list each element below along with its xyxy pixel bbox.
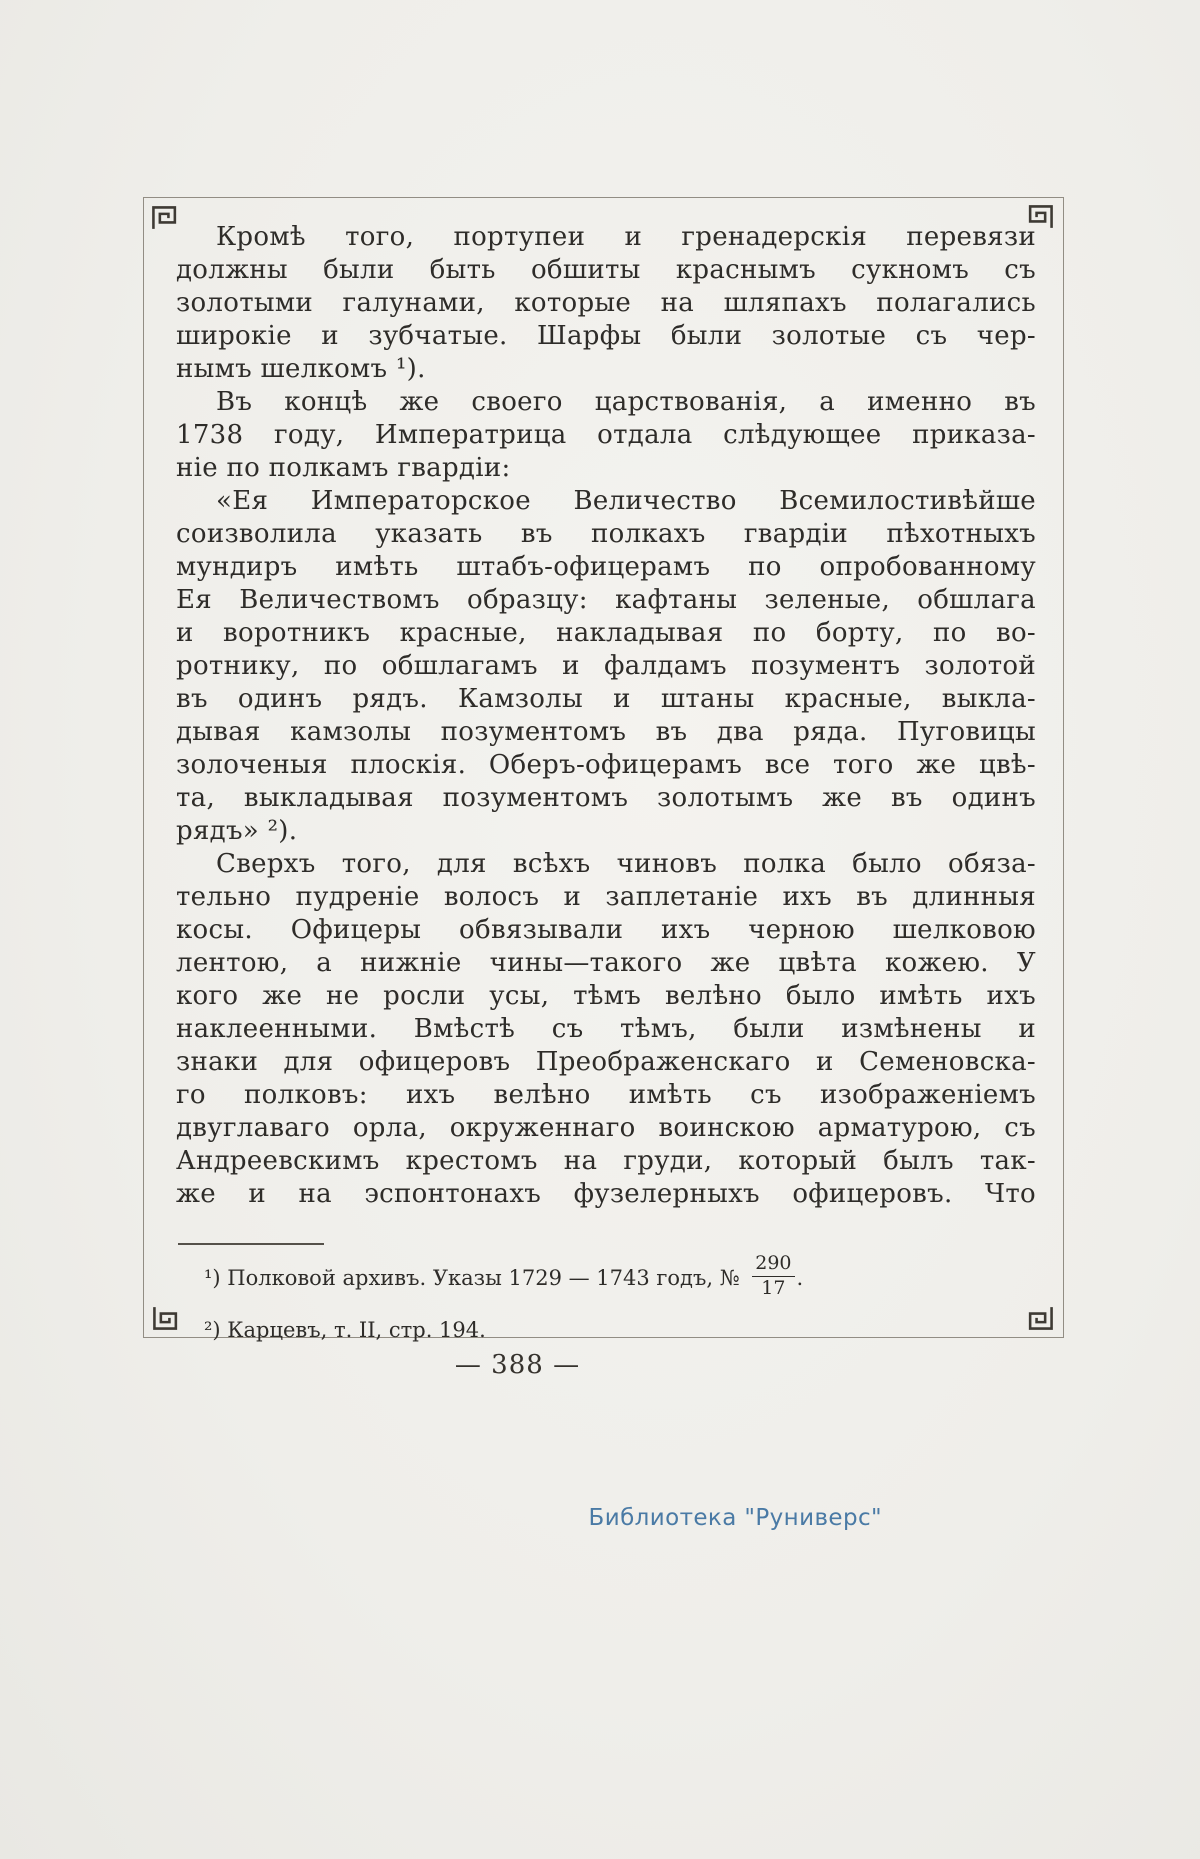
text-line: знаки для офицеровъ Преображенскаго и Семеновска- [176, 1047, 1036, 1077]
footnote-1-archive-number-fraction [752, 1254, 794, 1299]
text-line: Андреевскимъ крестомъ на груди, который былъ так- [176, 1146, 1036, 1176]
meander-ornament-top-left-icon [147, 201, 177, 231]
page-text-block [176, 221, 1036, 1211]
footnote-2-text: ²) Карцевъ, т. II, стр. 194. [204, 1317, 486, 1342]
footnote-1-suffix: . [796, 1265, 804, 1290]
footnote-1-text: ¹) Полковой архивъ. Указы 1729 — 1743 годъ, № [204, 1265, 740, 1290]
meander-ornament-bottom-left-icon [148, 1305, 178, 1335]
text-line: 1738 году, Императрица отдала слѣдующее приказа- [176, 420, 1036, 450]
footnotes-block [176, 1254, 1036, 1355]
text-line: Сверхъ того, для всѣхъ чиновъ полка было обяза- [216, 849, 1036, 879]
text-line: го полковъ: ихъ велѣно имѣть съ изображеніемъ [176, 1080, 1036, 1110]
text-line: золоченыя плоскія. Оберъ-офицерамъ все того же цвѣ- [176, 750, 1036, 780]
footnote-1 [176, 1254, 1036, 1305]
text-line: и воротникъ красные, накладывая по борту, по во- [176, 618, 1036, 648]
text-line: лентою, а нижніе чины—такого же цвѣта кожею. У [176, 948, 1036, 978]
text-line: мундиръ имѣть штабъ-офицерамъ по опробованному [176, 552, 1036, 582]
text-line: Кромѣ того, портупеи и гренадерскія перевязи [216, 222, 1036, 252]
text-line: ротнику, по обшлагамъ и фалдамъ позументъ золотой [176, 651, 1036, 681]
library-watermark: Библиотека "Руниверс" [588, 1505, 882, 1531]
text-line: Ея Величествомъ образцу: кафтаны зеленые, обшлага [176, 585, 1036, 615]
text-line: дывая камзолы позументомъ въ два ряда. Пуговицы [176, 717, 1036, 747]
text-line: Въ концѣ же своего царствованія, а именно въ [216, 387, 1036, 417]
text-line: косы. Офицеры обвязывали ихъ черною шелковою [176, 915, 1036, 945]
text-line: наклеенными. Вмѣстѣ съ тѣмъ, были измѣнены и [176, 1014, 1036, 1044]
text-line: та, выкладывая позументомъ золотымъ же въ одинъ [176, 783, 1036, 813]
page-number: — 388 — [454, 1350, 581, 1380]
text-line: въ одинъ рядъ. Камзолы и штаны красные, выкла- [176, 684, 1036, 714]
text-line: кого же не росли усы, тѣмъ велѣно было имѣть ихъ [176, 981, 1036, 1011]
text-line: двуглаваго орла, окруженнаго воинскою арматурою, съ [176, 1113, 1036, 1143]
text-line: же и на эспонтонахъ фузелерныхъ офицеровъ. Что [176, 1179, 1036, 1209]
fraction-numerator: 290 [752, 1254, 794, 1277]
footnote-2 [176, 1315, 1036, 1345]
text-line: «Ея Императорское Величество Всемилостивѣйше [216, 486, 1036, 516]
text-line: нымъ шелкомъ ¹). [176, 354, 426, 384]
text-line: ніе по полкамъ гвардіи: [176, 453, 511, 483]
fraction-denominator: 17 [761, 1276, 786, 1299]
footnote-separator-rule [178, 1243, 324, 1245]
text-line: рядъ» ²). [176, 816, 298, 846]
text-line: должны были быть обшиты краснымъ сукномъ съ [176, 255, 1036, 285]
text-line: широкіе и зубчатые. Шарфы были золотые съ чер- [176, 321, 1036, 351]
text-line: тельно пудреніе волосъ и заплетаніе ихъ въ длинныя [176, 882, 1036, 912]
text-line: соизволила указать въ полкахъ гвардіи пѣхотныхъ [176, 519, 1036, 549]
text-line: золотыми галунами, которые на шляпахъ полагались [176, 288, 1036, 318]
